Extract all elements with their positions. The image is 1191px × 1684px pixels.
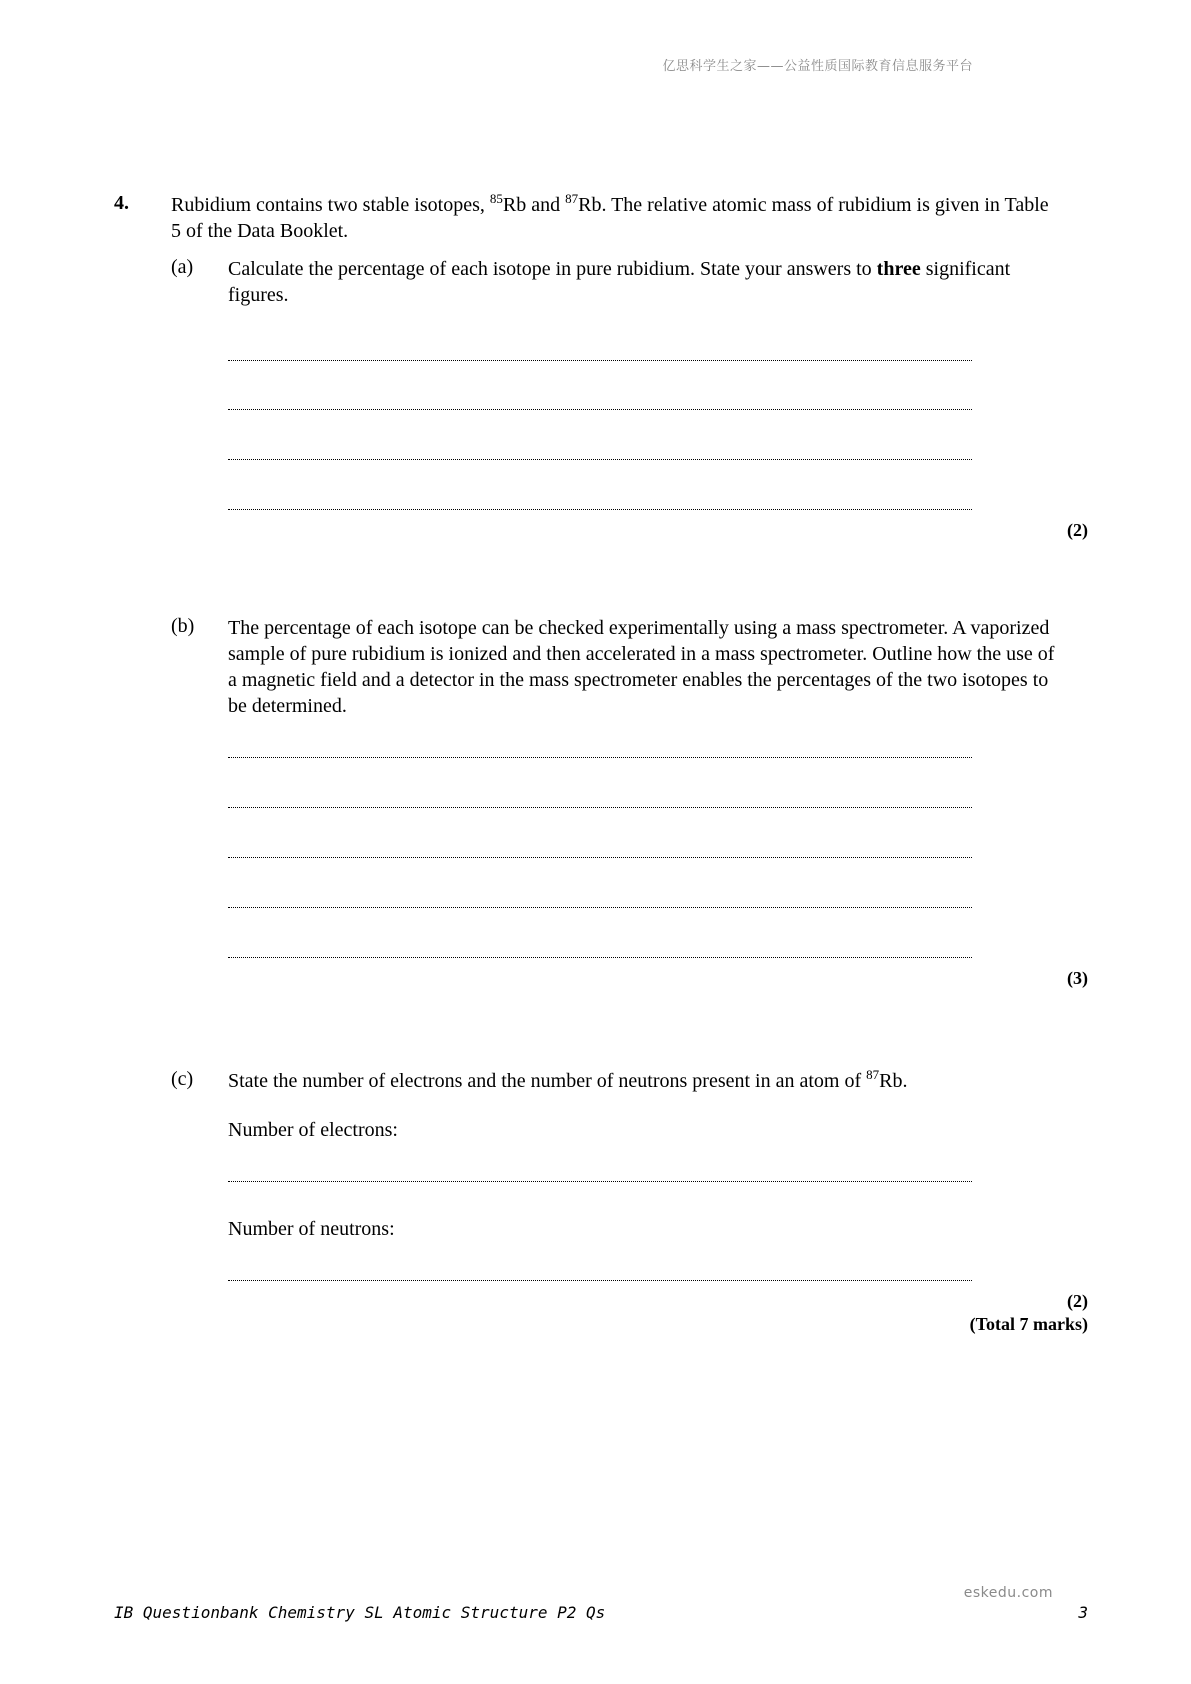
question-number: 4. xyxy=(114,192,129,214)
answer-line[interactable] xyxy=(228,505,972,510)
header-site-text: 亿思科学生之家——公益性质国际教育信息服务平台 xyxy=(662,59,973,74)
part-c-marks: (2) xyxy=(1067,1291,1088,1311)
part-a-bold: three xyxy=(876,258,921,280)
page-number: 3 xyxy=(1078,1603,1088,1622)
isotope-mass-85: 85 xyxy=(489,191,503,207)
total-marks: (Total 7 marks) xyxy=(969,1314,1088,1334)
answer-line[interactable] xyxy=(228,853,972,858)
part-a-marks: (2) xyxy=(1067,520,1088,540)
answer-line[interactable] xyxy=(228,405,972,410)
footer-title: IB Questionbank Chemistry SL Atomic Structure P2 Qs xyxy=(114,1603,606,1622)
neutrons-label: Number of neutrons: xyxy=(228,1218,395,1240)
isotope-mass-87-c: 87 xyxy=(866,1067,880,1083)
neutrons-answer-line[interactable] xyxy=(228,1276,972,1281)
part-c-text: State the number of electrons and the number of neutrons present in an atom of $^{87}$Rb. xyxy=(228,1067,908,1092)
footer-watermark: eskedu.com xyxy=(963,1585,1053,1601)
part-a-text: Calculate the percentage of each isotope in pure rubidium. State your answers to three significant figures. xyxy=(228,258,1011,306)
answer-line[interactable] xyxy=(228,903,972,908)
part-a-label: (a) xyxy=(171,256,194,278)
answer-line[interactable] xyxy=(228,803,972,808)
electrons-label: Number of electrons: xyxy=(228,1119,398,1141)
question-stem: Rubidium contains two stable isotopes, $^{85}$Rb and $^{87}$Rb. The relative atomic mass of rubidium is given in Table 5 of the Data Booklet. xyxy=(171,191,1049,242)
part-b-label: (b) xyxy=(171,615,195,637)
part-b-marks: (3) xyxy=(1067,968,1088,988)
part-b-text: The percentage of each isotope can be checked experimentally using a mass spectrometer. A vaporized sample of pure rubidium is ionized and then accelerated in a mass spectrometer. Outline how the use of a magnetic field and a detector in the mass spectrometer enables the percentages of the two isotopes to be determined. xyxy=(228,617,1055,717)
answer-line[interactable] xyxy=(228,753,972,758)
answer-line[interactable] xyxy=(228,953,972,958)
electrons-answer-line[interactable] xyxy=(228,1177,972,1182)
part-c-label: (c) xyxy=(171,1068,194,1090)
answer-line[interactable] xyxy=(228,455,972,460)
answer-line[interactable] xyxy=(228,356,972,361)
isotope-mass-87: 87 xyxy=(565,191,579,207)
